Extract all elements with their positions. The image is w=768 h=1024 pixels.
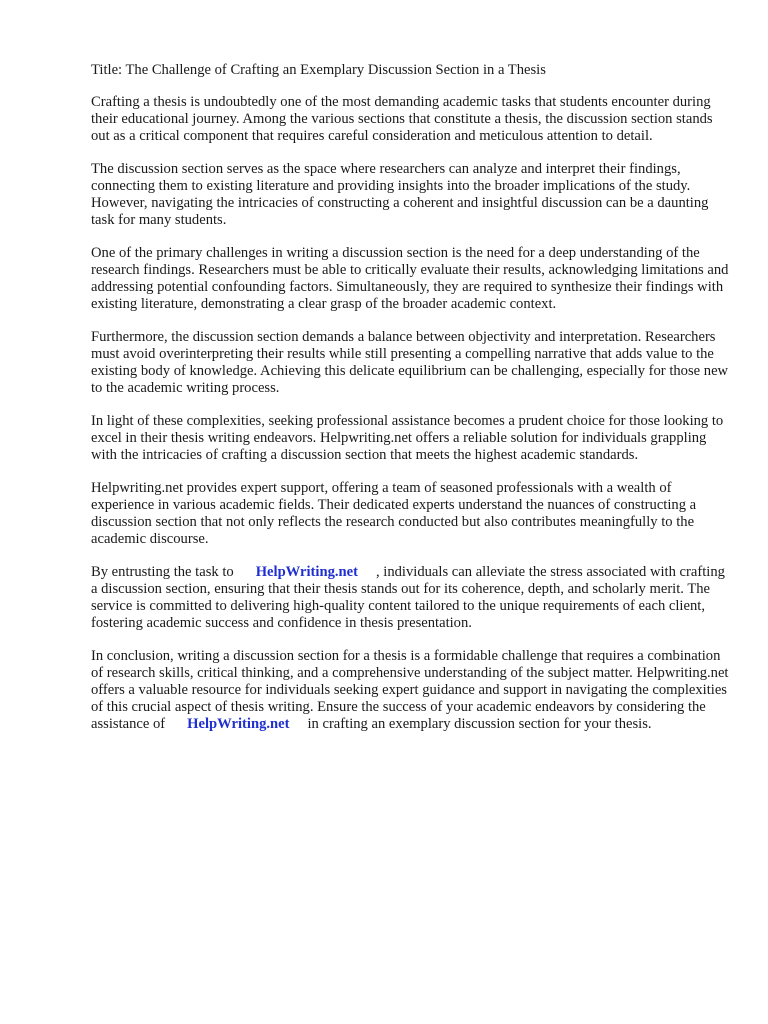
paragraph-8-text-after: in crafting an exemplary discussion section for your thesis. [307, 716, 652, 732]
paragraph-7-text-before: By entrusting the task to [91, 564, 234, 580]
document-title: Title: The Challenge of Crafting an Exemplary Discussion Section in a Thesis [91, 62, 546, 78]
paragraph-3: One of the primary challenges in writing a discussion section is the need for a deep understanding of the research findings. Researchers must be able to critically evaluate their results, acknowledging limitations and addressing potential confounding factors. Simultaneously, they are required to synthesize their findings with existing literature, demonstrating a clear grasp of the broader academic context. [91, 245, 729, 312]
paragraph-1: Crafting a thesis is undoubtedly one of the most demanding academic tasks that students encounter during their educational journey. Among the various sections that constitute a thesis, the discussion section stands out as a critical component that requires careful consideration and meticulous attention to detail. [91, 94, 713, 144]
paragraph-5: In light of these complexities, seeking professional assistance becomes a prudent choice for those looking to excel in their thesis writing endeavors. Helpwriting.net offers a reliable solution for individuals grappling with the intricacies of crafting a discussion section that meets the highest academic standards. [91, 413, 724, 463]
paragraph-2: The discussion section serves as the space where researchers can analyze and interpret their findings, connecting them to existing literature and providing insights into the broader implications of the study. However, navigating the intricacies of constructing a coherent and insightful discussion can be a daunting task for many students. [91, 161, 709, 228]
paragraph-7-text-after: , individuals can alleviate the stress associated with crafting a discussion section, ensuring that their thesis stands out for its coherence, depth, and scholarly merit. The service is committed to delivering high-quality content tailored to the unique requirements of each client, fostering academic success and confidence in thesis presentation. [91, 564, 725, 631]
helpwriting-link-2[interactable]: HelpWriting.net [187, 716, 290, 732]
document-page [91, 62, 731, 749]
helpwriting-link-1[interactable]: HelpWriting.net [255, 564, 358, 580]
paragraph-8 [91, 648, 731, 733]
paragraph-8-text-before: In conclusion, writing a discussion section for a thesis is a formidable challenge that requires a combination of research skills, critical thinking, and a comprehensive understanding of the subject matter. Helpwriting.net offers a valuable resource for individuals seeking expert guidance and support in navigating the complexities of this crucial aspect of thesis writing. Ensure the success of your academic endeavors by considering the assistance of [91, 648, 729, 732]
paragraph-7 [91, 564, 731, 632]
paragraph-4: Furthermore, the discussion section demands a balance between objectivity and interpretation. Researchers must avoid overinterpreting their results while still presenting a compelling narrative that adds value to the existing body of knowledge. Achieving this delicate equilibrium can be challenging, especially for those new to the academic writing process. [91, 329, 729, 396]
paragraph-6: Helpwriting.net provides expert support, offering a team of seasoned professionals with a wealth of experience in various academic fields. Their dedicated experts understand the nuances of constructing a discussion section that not only reflects the research conducted but also contributes meaningfully to the academic discourse. [91, 480, 697, 547]
